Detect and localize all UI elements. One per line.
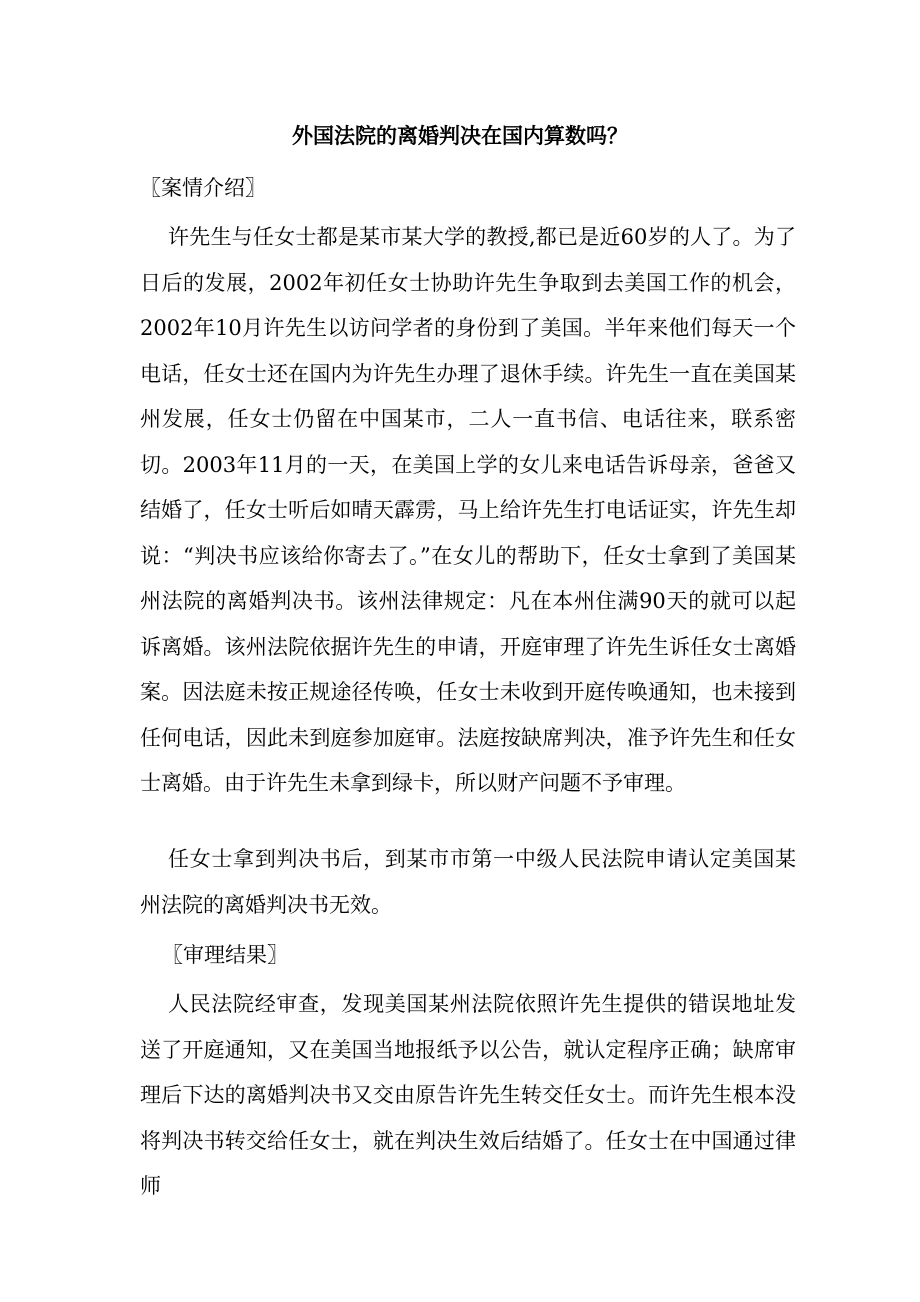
paragraph-case-description: 许先生与任女士都是某市某大学的教授,都已是近60岁的人了。为了日后的发展，2002年初任女士协助许先生争取到去美国工作的机会，2002年10月许先生以访问学者的身份到了美国。半年来他们每天一个电话，任女士还在国内为许先生办理了退休手续。许先生一直在美国某州发展，任女士仍留在中国某市，二人一直书信、电话往来，联系密切。2003年11月的一天，在美国上学的女儿来电话告诉母亲，爸爸又结婚了，任女士听后如晴天霹雳，马上给许先生打电话证实，许先生却说：“判决书应该给你寄去了。”在女儿的帮助下，任女士拿到了美国某州法院的离婚判决书。该州法律规定：凡在本州住满90天的就可以起诉离婚。该州法院依据许先生的申请，开庭审理了许先生诉任女士离婚案。因法庭未按正规途径传唤，任女士未收到开庭传唤通知，也未接到任何电话，因此未到庭参加庭审。法庭按缺席判决，准予许先生和任女士离婚。由于许先生未拿到绿卡，所以财产问题不予审理。	[140, 225, 796, 795]
paragraph-application: 任女士拿到判决书后，到某市市第一中级人民法院申请认定美国某州法院的离婚判决书无效。	[140, 847, 796, 917]
section-heading-result: 〖审理结果〗	[162, 943, 288, 967]
section-heading-case: 〖案情介绍〗	[140, 176, 266, 200]
document-title: 外国法院的离婚判决在国内算数吗？	[292, 123, 628, 148]
paragraph-trial-result: 人民法院经审查，发现美国某州法院依照许先生提供的错误地址发送了开庭通知，又在美国当地报纸予以公告，就认定程序正确；缺席审理后下达的离婚判决书又交由原告许先生转交任女士。而许先生根本没将判决书转交给任女士，就在判决生效后结婚了。任女士在中国通过律师	[140, 992, 796, 1198]
